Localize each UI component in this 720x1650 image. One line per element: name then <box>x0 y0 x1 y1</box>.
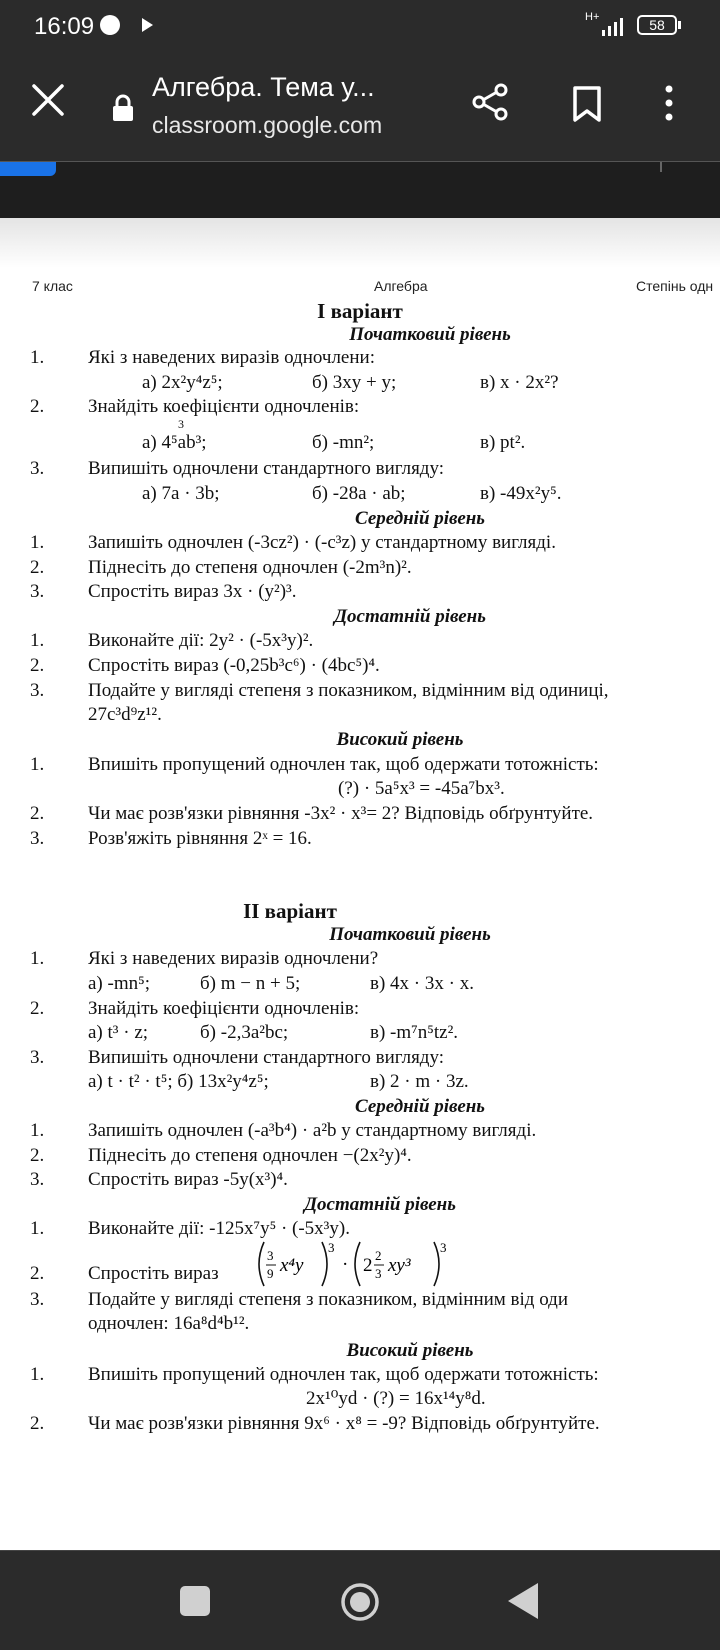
signal-icon <box>600 14 626 36</box>
v2-d2-dot: · <box>342 1254 349 1275</box>
v1-q2-option-b: б) -mn²; <box>312 432 375 453</box>
v2-d2-text: Спростіть вираз <box>88 1263 219 1284</box>
v2-d1-number: 1. <box>30 1218 45 1239</box>
battery-nub <box>678 21 681 29</box>
variant-2-title: ІІ варіант <box>243 899 337 923</box>
v1-m1-number: 1. <box>30 532 45 553</box>
v2-d2-formula <box>256 1238 466 1290</box>
v2-d2-number: 2. <box>30 1263 45 1284</box>
status-bar <box>0 0 720 52</box>
v1-q2-option-a: а) 4⁵ab³; <box>142 432 207 453</box>
page-url: classroom.google.com <box>152 112 383 138</box>
back-icon[interactable] <box>508 1583 538 1619</box>
v2-h1-identity: 2x¹⁰yd · (?) = 16x¹⁴y⁸d. <box>306 1388 486 1409</box>
v1-d3-number: 3. <box>30 680 45 701</box>
v2-q2-text: Знайдіть коефіцієнти одночленів: <box>88 998 360 1019</box>
v1-q1-number: 1. <box>30 347 45 368</box>
v1-q3-option-b: б) -28a · ab; <box>312 483 406 504</box>
v1-q1-option-b: б) 3xy + y; <box>312 372 397 393</box>
v1-d3-expression: 27c³d⁹z¹². <box>88 704 162 725</box>
close-icon[interactable] <box>30 82 66 118</box>
recent-apps-icon[interactable] <box>180 1586 210 1616</box>
nav-divider <box>0 1550 720 1551</box>
v2-q2-option-b: б) -2,3a²bc; <box>200 1022 289 1043</box>
v2-level-sufficient: Достатній рівень <box>304 1194 456 1215</box>
page-title: Алгебра. Тема у... <box>152 72 375 102</box>
v2-h1-text: Впишіть пропущений одночлен так, щоб одержати тотожність: <box>88 1364 599 1385</box>
v1-m1-text: Запишіть одночлен (-3cz²) · (-c³z) у стандартному вигляді. <box>88 532 556 553</box>
system-nav-bar <box>0 1550 720 1650</box>
share-icon[interactable] <box>470 82 510 122</box>
v2-q1-option-b: б) m − n + 5; <box>200 973 301 994</box>
v1-h1-text: Впишіть пропущений одночлен так, щоб одержати тотожність: <box>88 754 599 775</box>
v1-q1-option-c: в) x · 2x²? <box>480 372 559 393</box>
notification-icon <box>100 15 120 35</box>
play-store-icon <box>142 18 153 32</box>
v1-q3-option-c: в) -49x²y⁵. <box>480 483 562 504</box>
v1-q1-option-a: а) 2x²y⁴z⁵; <box>142 372 223 393</box>
v1-h1-identity: (?) · 5a⁵x³ = -45a⁷bx³. <box>338 778 505 799</box>
v2-d2-term2: xy³ <box>388 1255 411 1276</box>
v1-h3-number: 3. <box>30 828 45 849</box>
more-menu-icon[interactable] <box>664 84 674 122</box>
v2-d3-number: 3. <box>30 1289 45 1310</box>
v1-q3-option-a: а) 7a · 3b; <box>142 483 220 504</box>
v1-d3-text: Подайте у вигляді степеня з показником, відмінним від одиниці, <box>88 680 609 701</box>
v1-q2-option-c: в) pt². <box>480 432 526 453</box>
v1-level-basic: Початковий рівень <box>349 324 511 345</box>
v2-level-basic: Початковий рівень <box>329 924 491 945</box>
v1-d1-text: Виконайте дії: 2y² · (-5x³y)². <box>88 630 314 651</box>
v2-q1-option-c: в) 4x · 3x · x. <box>370 973 474 994</box>
v2-q2-number: 2. <box>30 998 45 1019</box>
v1-d1-number: 1. <box>30 630 45 651</box>
bookmark-icon[interactable] <box>572 86 602 122</box>
document-viewer-bar <box>0 162 720 218</box>
v1-h3-text: Розв'яжіть рівняння 2ˣ = 16. <box>88 828 312 849</box>
v1-q1-text: Які з наведених виразів одночлени: <box>88 347 375 368</box>
v2-d2-exp1: 3 <box>328 1240 335 1255</box>
v1-m3-number: 3. <box>30 581 45 602</box>
v2-d2-frac1-den: 9 <box>267 1266 274 1281</box>
variant-1-title: І варіант <box>317 299 403 323</box>
v2-d2-frac1-num: 3 <box>267 1248 274 1263</box>
header-subject: Алгебра <box>374 278 428 294</box>
home-icon[interactable] <box>340 1582 380 1622</box>
v1-m2-number: 2. <box>30 557 45 578</box>
v2-level-middle: Середній рівень <box>355 1096 485 1117</box>
v2-level-high: Високий рівень <box>346 1340 474 1361</box>
v2-d3-expression: одночлен: 16a⁸d⁴b¹². <box>88 1313 250 1334</box>
v1-m3-text: Спростіть вираз 3x · (y²)³. <box>88 581 297 602</box>
v2-m1-text: Запишіть одночлен (-a³b⁴) · a²b у стандартному вигляді. <box>88 1120 537 1141</box>
v2-m2-number: 2. <box>30 1145 45 1166</box>
v2-m2-text: Піднесіть до степеня одночлен −(2x²y)⁴. <box>88 1145 412 1166</box>
v2-m1-number: 1. <box>30 1120 45 1141</box>
page-shadow <box>0 218 720 268</box>
v1-q2-text: Знайдіть коефіцієнти одночленів: <box>88 396 360 417</box>
viewer-scroll-tick <box>660 162 662 172</box>
v2-h1-number: 1. <box>30 1364 45 1385</box>
v2-q3-option-ab: а) t · t² · t⁵; б) 13x²y⁴z⁵; <box>88 1071 269 1092</box>
v2-m3-text: Спростіть вираз -5y(x³)⁴. <box>88 1169 288 1190</box>
v1-d2-text: Спростіть вираз (-0,25b³c⁶) · (4bc⁵)⁴. <box>88 655 380 676</box>
battery-icon: 58 <box>637 15 677 35</box>
document-page <box>0 268 720 1550</box>
v1-q2-fraction-num: 3 <box>178 417 184 431</box>
v1-h2-text: Чи має розв'язки рівняння -3x² · x³= 2? Відповідь обґрунтуйте. <box>88 803 594 824</box>
v1-level-middle: Середній рівень <box>355 508 485 529</box>
v2-h2-number: 2. <box>30 1413 45 1434</box>
v2-q3-text: Випишіть одночлени стандартного вигляду: <box>88 1047 444 1068</box>
v2-h2-text: Чи має розв'язки рівняння 9x⁶ · x⁸ = -9? Відповідь обґрунтуйте. <box>88 1413 600 1434</box>
v2-m3-number: 3. <box>30 1169 45 1190</box>
v1-h1-number: 1. <box>30 754 45 775</box>
v2-d2-whole: 2 <box>363 1255 373 1276</box>
v1-q3-number: 3. <box>30 458 45 479</box>
v2-q1-text: Які з наведених виразів одночлени? <box>88 948 379 969</box>
header-grade: 7 клас <box>32 278 73 294</box>
v1-q3-text: Випишіть одночлени стандартного вигляду: <box>88 458 444 479</box>
v2-d2-term1: x⁴y <box>280 1255 304 1276</box>
v2-d2-frac2-num: 2 <box>375 1248 382 1263</box>
v1-d2-number: 2. <box>30 655 45 676</box>
status-time: 16:09 <box>34 13 95 40</box>
v1-m2-text: Піднесіть до степеня одночлен (-2m³n)². <box>88 557 412 578</box>
v1-h2-number: 2. <box>30 803 45 824</box>
v1-level-high: Високий рівень <box>336 729 464 750</box>
network-type: H+ <box>585 11 600 23</box>
v2-q1-option-a: а) -mn⁵; <box>88 973 151 994</box>
v2-q3-number: 3. <box>30 1047 45 1068</box>
v2-d1-text: Виконайте дії: -125x⁷y⁵ · (-5x³y). <box>88 1218 350 1239</box>
lock-icon <box>112 94 134 122</box>
v2-d3-text: Подайте у вигляді степеня з показником, відмінним від оди <box>88 1289 569 1310</box>
v2-d2-exp2: 3 <box>440 1240 447 1255</box>
v2-q3-option-c: в) 2 · m · 3z. <box>370 1071 469 1092</box>
v2-q1-number: 1. <box>30 948 45 969</box>
header-topic: Степінь одн <box>636 278 714 294</box>
v1-q2-number: 2. <box>30 396 45 417</box>
browser-toolbar <box>0 52 720 162</box>
v2-q2-option-a: а) t³ · z; <box>88 1022 149 1043</box>
viewer-tab-indicator[interactable] <box>0 162 56 176</box>
v1-level-sufficient: Достатній рівень <box>334 606 486 627</box>
v2-d2-frac2-den: 3 <box>375 1266 382 1281</box>
v2-q2-option-c: в) -m⁷n⁵tz². <box>370 1022 459 1043</box>
